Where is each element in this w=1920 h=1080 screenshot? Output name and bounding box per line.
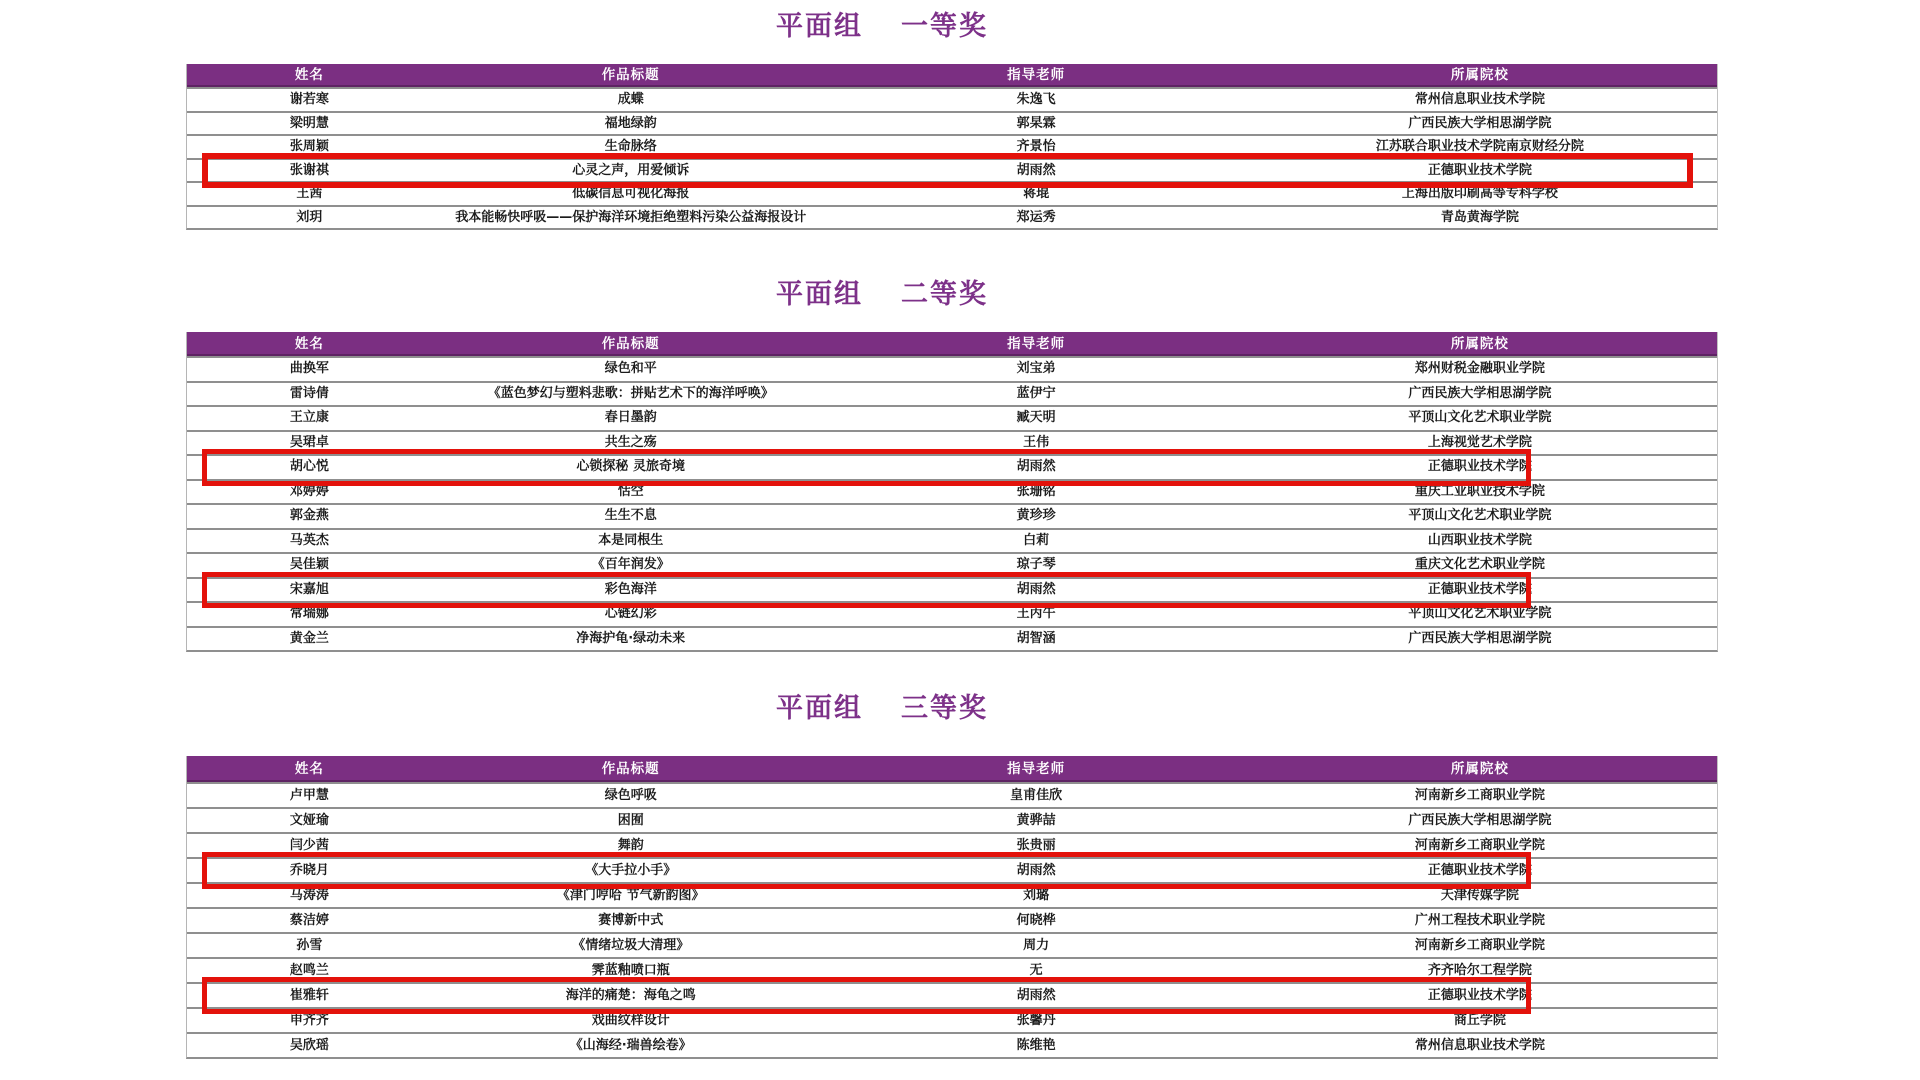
student-name: 宋嘉旭 (289, 581, 329, 597)
teacher-name: 张馨丹 (1016, 1013, 1056, 1028)
student-name: 胡心悦 (289, 459, 329, 475)
work-title: 彩色海洋 (604, 581, 657, 597)
work-title: 戏曲纹样设计 (591, 1013, 670, 1028)
teacher-name: 齐景怡 (1016, 139, 1056, 155)
work-title: 本是同根生 (598, 532, 664, 548)
school-name: 郑州财税金融职业学院 (1414, 361, 1545, 377)
student-name: 王茜 (296, 186, 323, 202)
table-row (187, 626, 1717, 651)
teacher-name: 琼子琴 (1016, 557, 1056, 573)
school-name: 常州信息职业技术学院 (1414, 92, 1545, 108)
column-header-work-title: 作品标题 (601, 336, 660, 352)
work-title: 恬空 (617, 483, 644, 499)
student-name: 孙雪 (296, 938, 323, 953)
teacher-name: 蓝伊宁 (1016, 385, 1056, 401)
work-title: 舞韵 (617, 838, 644, 853)
work-title: 成蝶 (617, 92, 644, 108)
school-name: 上海出版印刷高等专科学校 (1401, 186, 1558, 202)
student-name: 黄金兰 (289, 630, 329, 646)
student-name: 赵鸣兰 (289, 963, 329, 978)
column-header-name: 姓名 (294, 761, 324, 777)
table-row (187, 807, 1717, 832)
table-row (187, 405, 1717, 430)
teacher-name: 张贵丽 (1016, 838, 1056, 853)
table-row (187, 1032, 1717, 1057)
table-row (187, 907, 1717, 932)
work-title: 福地绿韵 (604, 115, 657, 131)
school-name: 天津传媒学院 (1440, 888, 1519, 903)
school-name: 山西职业技术学院 (1427, 532, 1532, 548)
school-name: 广西民族大学相思湖学院 (1408, 813, 1552, 828)
student-name: 曲换军 (289, 361, 329, 377)
teacher-name: 臧天明 (1016, 410, 1056, 426)
student-name: 文娅瑜 (289, 813, 329, 828)
table-row (187, 577, 1717, 602)
teacher-name: 王丙午 (1016, 606, 1056, 622)
table-row (187, 454, 1717, 479)
column-header-work-title: 作品标题 (601, 761, 660, 777)
student-name: 张周颖 (289, 139, 329, 155)
group-name: 平面组 (776, 279, 863, 310)
work-title: 心灵之声，用爱倾诉 (572, 162, 690, 178)
student-name: 梁明慧 (289, 115, 329, 131)
school-name: 青岛黄海学院 (1440, 209, 1519, 225)
student-name: 王立康 (289, 410, 329, 426)
teacher-name: 刘宝弟 (1016, 361, 1056, 377)
table-row (187, 957, 1717, 982)
table-header-row (187, 64, 1717, 87)
work-title: 《情绪垃圾大清理》 (572, 938, 690, 953)
work-title: 绿色呼吸 (604, 788, 657, 803)
school-name: 广州工程技术职业学院 (1414, 913, 1545, 928)
column-header-work-title: 作品标题 (601, 67, 660, 83)
teacher-name: 无 (1029, 963, 1043, 978)
table-row (187, 1007, 1717, 1032)
school-name: 河南新乡工商职业学院 (1414, 838, 1545, 853)
work-title: 心锁探秘 灵旅奇境 (576, 459, 685, 475)
school-name: 正德职业技术学院 (1427, 581, 1532, 597)
table-row (187, 601, 1717, 626)
school-name: 正德职业技术学院 (1427, 988, 1532, 1003)
award-section (186, 8, 1718, 230)
table-row (187, 111, 1717, 135)
school-name: 重庆文化艺术职业学院 (1414, 557, 1545, 573)
school-name: 正德职业技术学院 (1427, 459, 1532, 475)
work-title: 生生不息 (604, 508, 657, 524)
student-name: 吴欣瑶 (289, 1038, 329, 1053)
group-name: 平面组 (776, 11, 863, 42)
section-title (116, 8, 1648, 46)
work-title: 《蓝色梦幻与塑料悲歌：拼贴艺术下的海洋呼唤》 (487, 385, 774, 401)
school-name: 常州信息职业技术学院 (1414, 1038, 1545, 1053)
work-title: 我本能畅快呼吸——保护海洋环境拒绝塑料污染公益海报设计 (455, 209, 807, 225)
table-row (187, 430, 1717, 455)
teacher-name: 蒋琨 (1023, 186, 1050, 202)
awards-table (186, 756, 1718, 1059)
column-header-school: 所属院校 (1450, 336, 1509, 352)
table-row (187, 982, 1717, 1007)
awards-table (186, 64, 1718, 230)
work-title: 困囿 (617, 813, 644, 828)
teacher-name: 周力 (1023, 938, 1050, 953)
school-name: 江苏联合职业技术学院南京财经分院 (1375, 139, 1584, 155)
table-row (187, 87, 1717, 111)
work-title: 春日墨韵 (604, 410, 657, 426)
student-name: 郭金燕 (289, 508, 329, 524)
awards-table (186, 332, 1718, 652)
table-row (187, 181, 1717, 205)
teacher-name: 黄骅喆 (1016, 813, 1056, 828)
teacher-name: 胡雨然 (1016, 581, 1056, 597)
column-header-school: 所属院校 (1450, 67, 1509, 83)
student-name: 马英杰 (289, 532, 329, 548)
student-name: 张谢祺 (289, 162, 329, 178)
school-name: 平顶山文化艺术职业学院 (1408, 606, 1552, 622)
school-name: 上海视觉艺术学院 (1427, 434, 1532, 450)
award-level: 二等奖 (901, 279, 988, 310)
school-name: 广西民族大学相思湖学院 (1408, 630, 1552, 646)
table-header-row (187, 332, 1717, 356)
work-title: 《百年润发》 (591, 557, 670, 573)
school-name: 齐齐哈尔工程学院 (1427, 963, 1532, 978)
school-name: 广西民族大学相思湖学院 (1408, 115, 1552, 131)
teacher-name: 胡雨然 (1016, 863, 1056, 878)
table-row (187, 857, 1717, 882)
column-header-teacher: 指导老师 (1007, 761, 1066, 777)
work-title: 海洋的痛楚：海龟之鸣 (565, 988, 696, 1003)
teacher-name: 郑运秀 (1016, 209, 1056, 225)
work-title: 净海护龟·绿动未来 (576, 630, 686, 646)
work-title: 赛博新中式 (598, 913, 664, 928)
teacher-name: 朱逸飞 (1016, 92, 1056, 108)
table-row (187, 479, 1717, 504)
student-name: 闫少茜 (289, 838, 329, 853)
teacher-name: 胡雨然 (1016, 988, 1056, 1003)
teacher-name: 黄珍珍 (1016, 508, 1056, 524)
student-name: 常瑞娜 (289, 606, 329, 622)
school-name: 正德职业技术学院 (1427, 863, 1532, 878)
school-name: 商丘学院 (1453, 1013, 1506, 1028)
table-row (187, 205, 1717, 229)
school-name: 河南新乡工商职业学院 (1414, 788, 1545, 803)
table-row (187, 882, 1717, 907)
teacher-name: 胡雨然 (1016, 162, 1056, 178)
award-level: 一等奖 (901, 11, 988, 42)
work-title: 《大手拉小手》 (585, 863, 677, 878)
table-header-row (187, 756, 1717, 782)
teacher-name: 张珊铭 (1016, 483, 1056, 499)
student-name: 蔡洁婷 (289, 913, 329, 928)
student-name: 谢若寒 (289, 92, 329, 108)
table-row (187, 528, 1717, 553)
column-header-name: 姓名 (294, 67, 324, 83)
work-title: 霁蓝釉喷口瓶 (591, 963, 670, 978)
teacher-name: 刘璐 (1023, 888, 1050, 903)
work-title: 《津门哼哈 节气新韵图》 (556, 888, 705, 903)
student-name: 吴佳颖 (289, 557, 329, 573)
column-header-name: 姓名 (294, 336, 324, 352)
teacher-name: 白莉 (1023, 532, 1050, 548)
school-name: 平顶山文化艺术职业学院 (1408, 410, 1552, 426)
work-title: 共生之殇 (604, 434, 657, 450)
table-row (187, 932, 1717, 957)
school-name: 重庆工业职业技术学院 (1414, 483, 1545, 499)
column-header-teacher: 指导老师 (1007, 67, 1066, 83)
school-name: 平顶山文化艺术职业学院 (1408, 508, 1552, 524)
table-row (187, 782, 1717, 807)
work-title: 绿色和平 (604, 361, 657, 377)
teacher-name: 郭杲霖 (1016, 115, 1056, 131)
work-title: 低碳信息可视化海报 (572, 186, 690, 202)
teacher-name: 胡雨然 (1016, 459, 1056, 475)
student-name: 马涛涛 (289, 888, 329, 903)
school-name: 正德职业技术学院 (1427, 162, 1532, 178)
student-name: 吴珺卓 (289, 434, 329, 450)
student-name: 乔晓月 (289, 863, 329, 878)
section-title (116, 276, 1648, 314)
student-name: 崔雅轩 (289, 988, 329, 1003)
table-row (187, 503, 1717, 528)
section-title (116, 690, 1648, 728)
school-name: 广西民族大学相思湖学院 (1408, 385, 1552, 401)
table-row (187, 552, 1717, 577)
teacher-name: 陈维艳 (1016, 1038, 1056, 1053)
work-title: 生命脉络 (604, 139, 657, 155)
award-level: 三等奖 (901, 693, 988, 724)
table-row (187, 158, 1717, 182)
student-name: 雷诗倩 (289, 385, 329, 401)
award-section (186, 690, 1718, 1059)
award-section (186, 276, 1718, 652)
teacher-name: 胡智涵 (1016, 630, 1056, 646)
teacher-name: 皇甫佳欣 (1010, 788, 1063, 803)
work-title: 《山海经·瑞兽绘卷》 (569, 1038, 692, 1053)
school-name: 河南新乡工商职业学院 (1414, 938, 1545, 953)
table-row (187, 832, 1717, 857)
student-name: 邓婷婷 (289, 483, 329, 499)
group-name: 平面组 (776, 693, 863, 724)
table-row (187, 381, 1717, 406)
table-row (187, 356, 1717, 381)
column-header-school: 所属院校 (1450, 761, 1509, 777)
student-name: 申齐齐 (289, 1013, 329, 1028)
work-title: 心链幻彩 (604, 606, 657, 622)
teacher-name: 王伟 (1023, 434, 1050, 450)
table-row (187, 134, 1717, 158)
student-name: 卢甲慧 (289, 788, 329, 803)
student-name: 刘玥 (296, 209, 323, 225)
teacher-name: 何晓桦 (1016, 913, 1056, 928)
column-header-teacher: 指导老师 (1007, 336, 1066, 352)
